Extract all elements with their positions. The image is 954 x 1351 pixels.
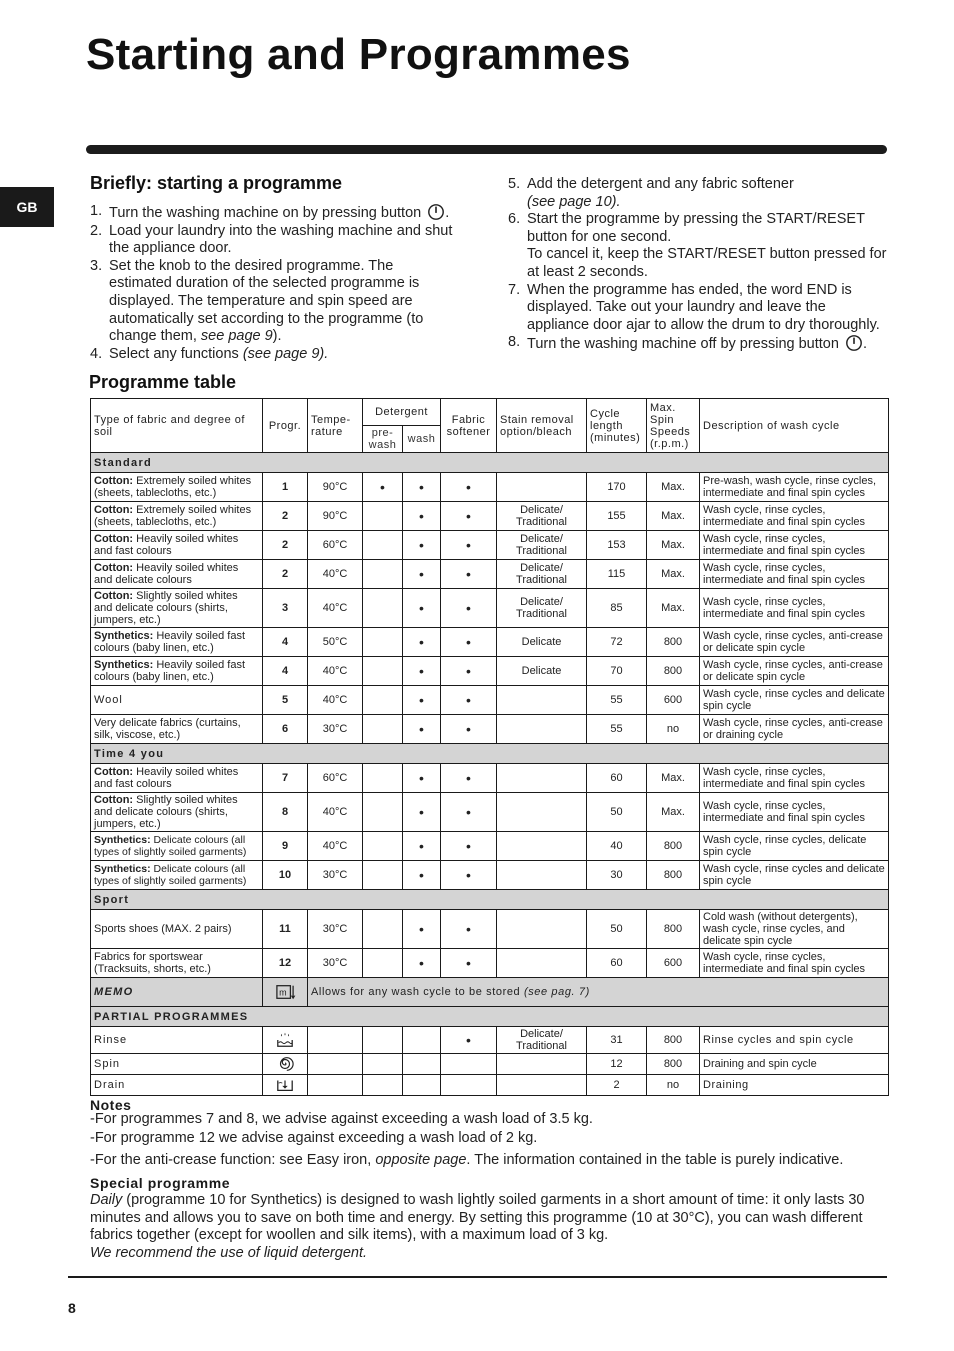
memo-label: MEMO — [91, 978, 263, 1007]
table-row: Spin 12 800 Draining and spin cycle — [91, 1054, 889, 1075]
language-tab: GB — [0, 187, 54, 227]
programme-table — [90, 398, 889, 1096]
step-5: 5. Add the detergent and any fabric softener (see page 10). — [508, 176, 794, 210]
page-title: Starting and Programmes — [86, 30, 631, 79]
header-temperature: Tempe-rature — [308, 399, 363, 453]
title-rule — [86, 145, 887, 154]
header-progr: Progr. — [263, 399, 308, 453]
section-time4you: Time 4 you — [91, 744, 889, 764]
table-row: Cotton: Heavily soiled whites and delicate colours 2 40°C • • Delicate/ Traditional 115 Max. Wash cycle, rinse cycles, intermediate and final spin cycles — [91, 560, 889, 589]
table-row: Cotton: Extremely soiled whites (sheets, tablecloths, etc.) 2 90°C • • Delicate/ Traditional 155 Max. Wash cycle, rinse cycles, intermediate and final spin cycles — [91, 502, 889, 531]
memo-icon — [273, 983, 297, 1001]
note-line-1: -For programmes 7 and 8, we advise against exceeding a wash load of 3.5 kg. — [90, 1111, 593, 1127]
rinse-icon — [273, 1031, 297, 1049]
table-row: Drain 2 no Draining — [91, 1075, 889, 1096]
spin-icon — [273, 1055, 297, 1073]
table-row: Sports shoes (MAX. 2 pairs) 11 30°C • • 50 800 Cold wash (without detergents), wash cycle, rinse cycles, and delicate spin cycle — [91, 910, 889, 949]
power-button-icon — [427, 203, 445, 221]
bottom-rule — [68, 1276, 887, 1278]
step-2: 2. Load your laundry into the washing machine and shut the appliance door. — [90, 222, 453, 257]
step-3: 3. Set the knob to the desired programme. The estimated duration of the selected programme is displayed. The temperature and spin speed are automatically set according to the programme (to change them, see page 9). — [90, 257, 424, 345]
step-1: 1. Turn the washing machine on by pressing button . — [90, 203, 450, 221]
memo-row: MEMO m Allows for any wash cycle to be stored (see pag. 7) — [91, 978, 889, 1007]
header-fabric: Type of fabric and degree of soil — [91, 399, 263, 453]
header-stain: Stain removal option/bleach — [497, 399, 587, 453]
table-row: Synthetics: Heavily soiled fast colours (baby linen, etc.) 4 40°C • • Delicate 70 800 Wash cycle, rinse cycles, anti-crease or delicate spin cycle — [91, 657, 889, 686]
table-row: Synthetics: Delicate colours (all types of slightly soiled garments) 10 30°C • • 30 800 Wash cycle, rinse cycles and delicate spin cycle — [91, 861, 889, 890]
step-4: 4. Select any functions (see page 9). — [90, 345, 329, 362]
section-sport: Sport — [91, 890, 889, 910]
special-programme-heading: Special programme — [90, 1175, 231, 1191]
table-row: Cotton: Extremely soiled whites (sheets, tablecloths, etc.) 1 90°C • • • 170 Max. Pre-wash, wash cycle, rinse cycles, intermediate and final spin cycles — [91, 473, 889, 502]
power-button-icon — [845, 334, 863, 352]
table-row: Synthetics: Delicate colours (all types of slightly soiled garments) 9 40°C • • 40 800 Wash cycle, rinse cycles, delicate spin cycle — [91, 832, 889, 861]
briefly-heading: Briefly: starting a programme — [90, 173, 343, 193]
table-row: Cotton: Heavily soiled whites and fast colours 2 60°C • • Delicate/ Traditional 153 Max. Wash cycle, rinse cycles, intermediate and final spin cycles — [91, 531, 889, 560]
step-7: 7. When the programme has ended, the word END is displayed. Take out your laundry and leave the appliance door ajar to allow the drum to dry thoroughly. — [508, 281, 880, 333]
drain-icon — [273, 1076, 297, 1094]
page-number: 8 — [68, 1300, 76, 1316]
section-partial: PARTIAL PROGRAMMES — [91, 1007, 889, 1027]
table-row: Fabrics for sportswear (Tracksuits, shorts, etc.) 12 30°C • • 60 600 Wash cycle, rinse cycles, intermediate and final spin cycles — [91, 949, 889, 978]
section-standard: Standard — [91, 453, 889, 473]
header-detergent: Detergent — [363, 399, 441, 426]
header-wash: wash — [403, 426, 441, 453]
note-line-2: -For programme 12 we advise against exceeding a wash load of 2 kg. — [90, 1130, 538, 1146]
header-prewash: pre-wash — [363, 426, 403, 453]
note-line-3: -For the anti-crease function: see Easy iron, opposite page. The information contained in the table is purely indicative. — [90, 1152, 844, 1168]
step-8: 8. Turn the washing machine off by pressing button . — [508, 334, 867, 353]
table-row: Cotton: Slightly soiled whites and delicate colours (shirts, jumpers, etc.) 3 40°C • • Delicate/ Traditional 85 Max. Wash cycle, rinse cycles, intermediate and final spin cycles — [91, 589, 889, 628]
svg-text:m: m — [279, 987, 287, 998]
table-row: Cotton: Heavily soiled whites and fast colours 7 60°C • • 60 Max. Wash cycle, rinse cycles, intermediate and final spin cycles — [91, 764, 889, 793]
table-row: Very delicate fabrics (curtains, silk, viscose, etc.) 6 30°C • • 55 no Wash cycle, rinse cycles, anti-crease or draining cycle — [91, 715, 889, 744]
steps-list-right — [508, 176, 888, 354]
table-row: Cotton: Slightly soiled whites and delicate colours (shirts, jumpers, etc.) 8 40°C • • 50 Max. Wash cycle, rinse cycles, intermediate and final spin cycles — [91, 793, 889, 832]
step-6: 6. Start the programme by pressing the START/RESET button for one second. To cancel it, keep the START/RESET button pressed for at least 2 seconds. — [508, 211, 887, 280]
header-softener: Fabric softener — [441, 399, 497, 453]
special-programme-text: Daily (programme 10 for Synthetics) is designed to wash lightly soiled garments in a short amount of time: it only lasts 30 minutes and allows you to save on both time and energy. By setting this programme (10 at 30°C), you can wash different fabrics together (except for woollen and silk items), with a maximum load of 3 kg. We recommend the use of liquid detergent. — [90, 1192, 865, 1262]
header-cycle: Cycle length (minutes) — [587, 399, 647, 453]
programme-table-heading: Programme table — [89, 372, 237, 392]
table-row: Rinse • Delicate/ Traditional 31 800 Rinse cycles and spin cycle — [91, 1027, 889, 1054]
header-spin: Max. Spin Speeds (r.p.m.) — [647, 399, 700, 453]
table-row: Synthetics: Heavily soiled fast colours (baby linen, etc.) 4 50°C • • Delicate 72 800 Wash cycle, rinse cycles, anti-crease or delicate spin cycle — [91, 628, 889, 657]
header-description: Description of wash cycle — [700, 399, 889, 453]
table-row: Wool 5 40°C • • 55 600 Wash cycle, rinse cycles and delicate spin cycle — [91, 686, 889, 715]
steps-list-left — [90, 203, 456, 363]
notes-heading: Notes — [90, 1097, 132, 1113]
